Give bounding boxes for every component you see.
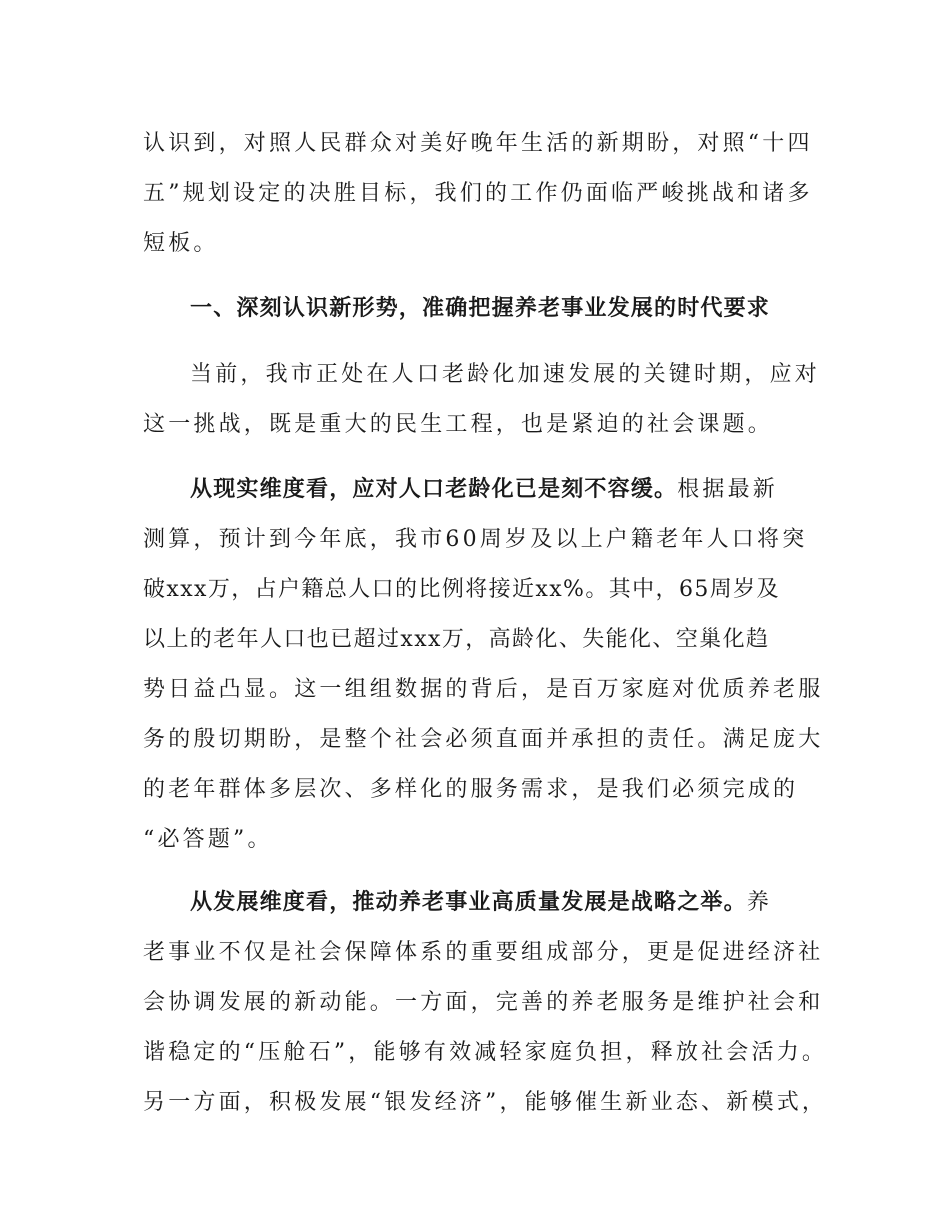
paragraph-line: “必答题”。	[143, 827, 273, 852]
paragraph-line	[190, 888, 772, 918]
paragraph-line: 势日益凸显。这一组组数据的背后，是百万家庭对优质养老服	[143, 677, 824, 702]
paragraph-lead-sentence: 从现实维度看，应对人口老龄化已是刻不容缓。	[190, 477, 678, 502]
section-heading: 一、深刻认识新形势，准确把握养老事业发展的时代要求	[190, 296, 771, 321]
paragraph-line: 务的殷切期盼，是整个社会必须直面并承担的责任。满足庞大	[143, 727, 824, 752]
paragraph-text: 根据最新	[677, 477, 779, 502]
paragraph-line: 以上的老年人口也已超过xxx万，高龄化、失能化、空巢化趋	[143, 627, 770, 652]
paragraph-line: 谐稳定的“压舱石”，能够有效减轻家庭负担，释放社会活力。	[143, 1040, 828, 1065]
paragraph-line: 五”规划设定的决胜目标，我们的工作仍面临严峻挑战和诸多	[143, 181, 813, 206]
paragraph-line: 会协调发展的新动能。一方面，完善的养老服务是维护社会和	[143, 990, 824, 1015]
paragraph-line: 破xxx万，占户籍总人口的比例将接近xx%。其中，65周岁及	[143, 577, 780, 602]
paragraph-line: 认识到，对照人民群众对美好晚年生活的新期盼，对照“十四	[143, 131, 813, 156]
paragraph-line: 当前，我市正处在人口老龄化加速发展的关键时期，应对	[190, 362, 821, 387]
paragraph-text: 养	[746, 890, 773, 915]
paragraph-line	[190, 475, 778, 505]
paragraph-lead-sentence: 从发展维度看，推动养老事业高质量发展是战略之举。	[190, 890, 747, 915]
paragraph-line: 短板。	[143, 231, 219, 256]
paragraph-line: 的老年群体多层次、多样化的服务需求，是我们必须完成的	[143, 777, 799, 802]
paragraph-line: 这一挑战，既是重大的民生工程，也是紧迫的社会课题。	[143, 412, 774, 437]
paragraph-line: 测算，预计到今年底，我市60周岁及以上户籍老年人口将突	[143, 527, 808, 552]
paragraph-line: 另一方面，积极发展“银发经济”，能够催生新业态、新模式，	[143, 1090, 828, 1115]
paragraph-line: 老事业不仅是社会保障体系的重要组成部分，更是促进经济社	[143, 940, 824, 965]
